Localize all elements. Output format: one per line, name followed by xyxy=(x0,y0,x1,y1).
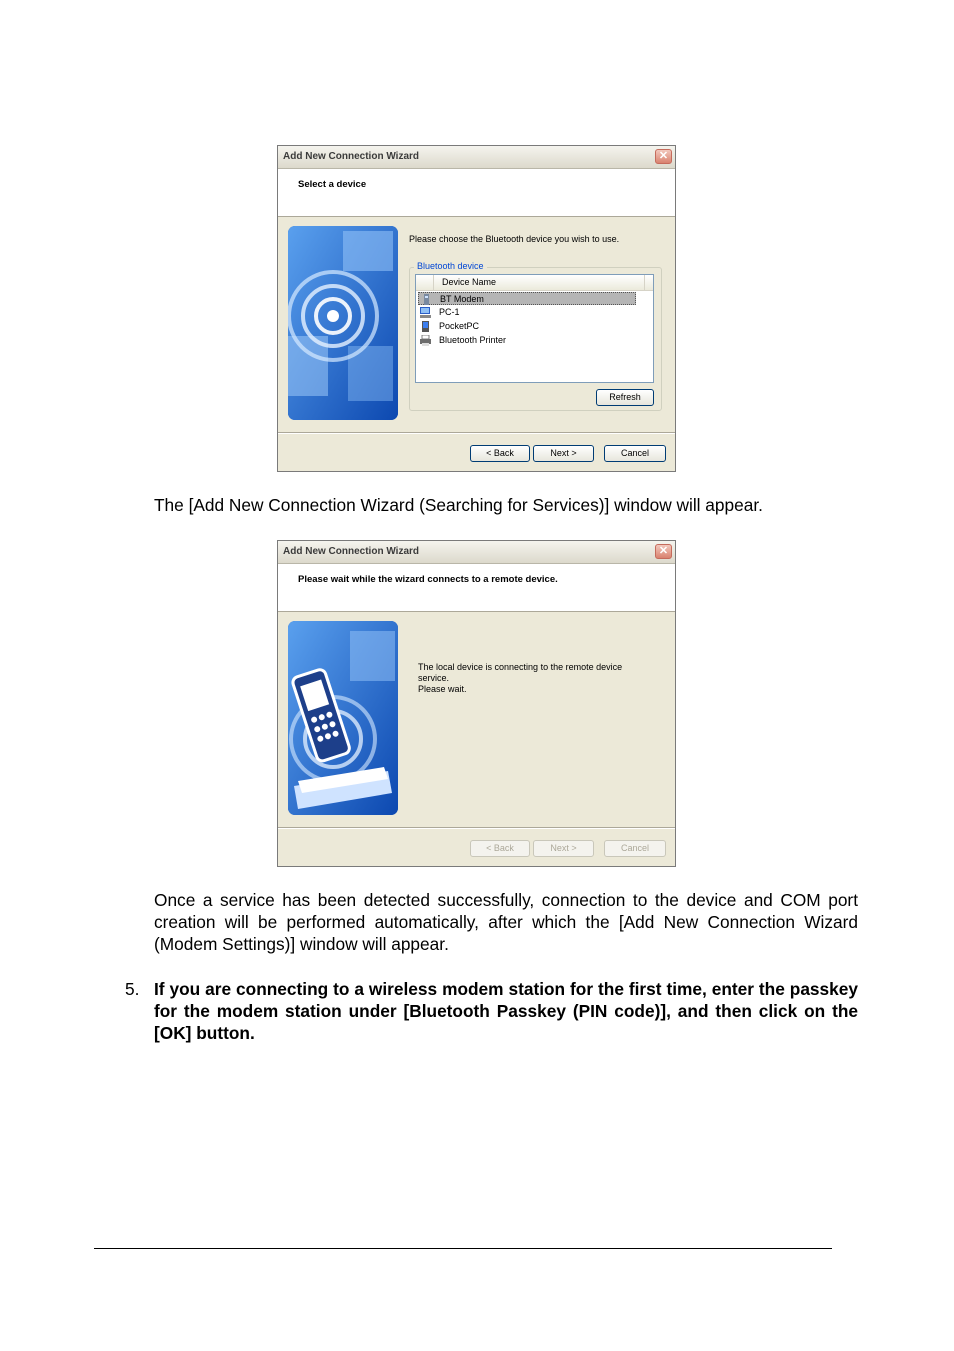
next-button[interactable]: Next > xyxy=(533,840,594,857)
modem-icon xyxy=(421,294,432,305)
cancel-button[interactable]: Cancel xyxy=(604,840,666,857)
dialog-header-title: Please wait while the wizard connects to a remote device. xyxy=(298,574,558,585)
dialog-header xyxy=(278,564,675,612)
close-icon[interactable]: ✕ xyxy=(655,544,672,559)
list-item-label: PocketPC xyxy=(439,321,480,331)
list-item-label: Bluetooth Printer xyxy=(439,335,507,345)
message-line: service. xyxy=(418,673,450,683)
column-header-device-name[interactable] xyxy=(434,275,645,290)
close-icon[interactable]: ✕ xyxy=(655,149,672,164)
list-item-label: PC-1 xyxy=(439,307,460,317)
list-item[interactable] xyxy=(418,320,636,333)
phone-connection-illustration xyxy=(288,621,398,815)
bluetooth-devices-illustration xyxy=(288,226,398,420)
dialog-title: Add New Connection Wizard xyxy=(283,546,420,557)
list-header xyxy=(416,275,653,291)
pda-icon xyxy=(420,321,431,332)
list-item[interactable] xyxy=(418,306,636,319)
back-button[interactable]: < Back xyxy=(470,840,530,857)
select-device-dialog xyxy=(277,145,676,472)
instruction-text: Please choose the Bluetooth device you wish to use. xyxy=(409,234,620,244)
list-header-spacer xyxy=(416,275,434,290)
cancel-button[interactable]: Cancel xyxy=(604,445,666,462)
list-item[interactable] xyxy=(418,334,636,347)
paragraph-searching-services: The [Add New Connection Wizard (Searching for Services)] window will appear. xyxy=(154,495,763,515)
back-button[interactable]: < Back xyxy=(470,445,530,462)
dialog-titlebar xyxy=(278,146,675,169)
footer-divider xyxy=(278,827,675,829)
list-item-label: BT Modem xyxy=(440,294,484,304)
list-item[interactable] xyxy=(418,292,636,305)
dialog-title: Add New Connection Wizard xyxy=(283,151,420,162)
paragraph-service-detected: Once a service has been detected successfully, connection to the device and COM port creation will be performed automatically, after which the [Add New Connection Wizard (Modem Settings)] window will appear. xyxy=(154,890,858,954)
refresh-button[interactable]: Refresh xyxy=(596,389,654,406)
device-list[interactable] xyxy=(415,274,654,383)
message-line: Please wait. xyxy=(418,684,467,694)
computer-icon xyxy=(420,307,431,318)
footer-rule xyxy=(94,1248,832,1249)
step-instruction: If you are connecting to a wireless modem station for the first time, enter the passkey for the modem station under [Bluetooth Passkey (PIN code)], and then click on the [OK] button. xyxy=(154,979,858,1043)
step-number: 5. xyxy=(125,979,140,999)
printer-icon xyxy=(420,335,431,346)
dialog-header xyxy=(278,169,675,217)
dialog-header-title: Select a device xyxy=(298,179,367,190)
dialog-titlebar xyxy=(278,541,675,564)
next-button[interactable]: Next > xyxy=(533,445,594,462)
message-line: The local device is connecting to the remote device xyxy=(418,662,623,672)
connecting-dialog xyxy=(277,540,676,867)
footer-divider xyxy=(278,432,675,434)
group-label: Bluetooth device xyxy=(414,261,487,271)
connecting-message xyxy=(418,662,638,695)
column-header-label: Device Name xyxy=(442,277,497,287)
